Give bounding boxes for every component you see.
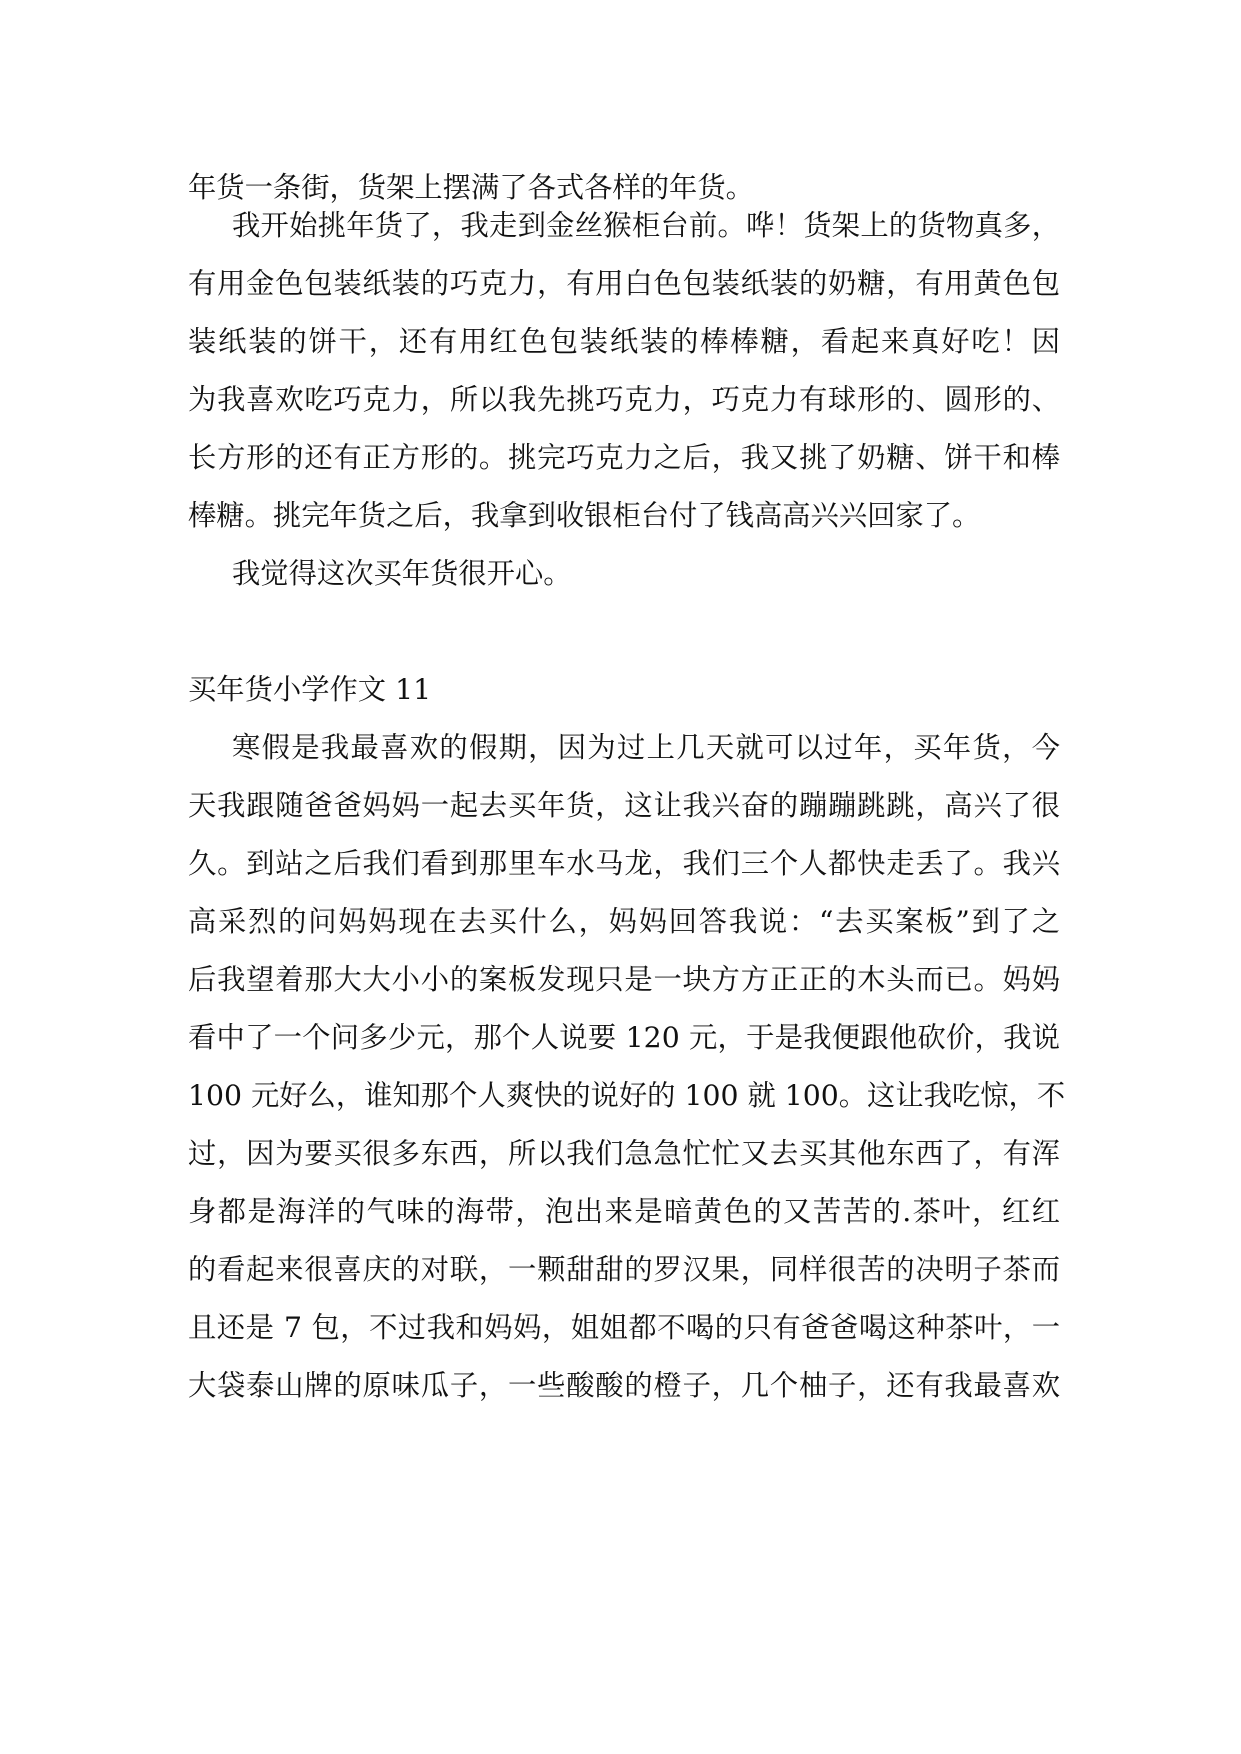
text-line: 装纸装的饼干，还有用红色包装纸装的棒棒糖，看起来真好吃！因	[188, 325, 1060, 358]
text-line: 大袋泰山牌的原味瓜子，一些酸酸的橙子，几个柚子，还有我最喜欢	[188, 1369, 1060, 1402]
section-heading: 买年货小学作文 11	[188, 673, 432, 706]
text-line: 年货一条街，货架上摆满了各式各样的年货。	[188, 171, 754, 204]
text-line: 且还是 7 包，不过我和妈妈，姐姐都不喝的只有爸爸喝这种茶叶，一	[188, 1311, 1060, 1344]
text-line: 长方形的还有正方形的。挑完巧克力之后，我又挑了奶糖、饼干和棒	[188, 441, 1060, 474]
text-line: 后我望着那大大小小的案板发现只是一块方方正正的木头而已。妈妈	[188, 963, 1060, 996]
text-line: 天我跟随爸爸妈妈一起去买年货，这让我兴奋的蹦蹦跳跳，高兴了很	[188, 789, 1060, 822]
text-line: 为我喜欢吃巧克力，所以我先挑巧克力，巧克力有球形的、圆形的、	[188, 383, 1060, 416]
text-line: 身都是海洋的气味的海带，泡出来是暗黄色的又苦苦的.茶叶，红红	[188, 1195, 1060, 1228]
text-line: 看中了一个问多少元，那个人说要 120 元，于是我便跟他砍价，我说	[188, 1021, 1060, 1054]
text-line: 棒糖。挑完年货之后，我拿到收银柜台付了钱高高兴兴回家了。	[188, 499, 981, 532]
text-line: 高采烈的问妈妈现在去买什么，妈妈回答我说：“去买案板”到了之	[188, 905, 1060, 938]
text-line: 有用金色包装纸装的巧克力，有用白色包装纸装的奶糖，有用黄色包	[188, 267, 1060, 300]
paragraph-first-line: 我觉得这次买年货很开心。	[232, 557, 572, 590]
paragraph-first-line: 我开始挑年货了，我走到金丝猴柜台前。哗！货架上的货物真多，	[232, 209, 1060, 242]
text-line: 久。到站之后我们看到那里车水马龙，我们三个人都快走丢了。我兴	[188, 847, 1060, 880]
paragraph-first-line: 寒假是我最喜欢的假期，因为过上几天就可以过年，买年货，今	[232, 731, 1060, 764]
text-line: 的看起来很喜庆的对联，一颗甜甜的罗汉果，同样很苦的决明子茶而	[188, 1253, 1060, 1286]
text-line: 100 元好么，谁知那个人爽快的说好的 100 就 100。这让我吃惊，不	[188, 1079, 1066, 1112]
text-line: 过，因为要买很多东西，所以我们急急忙忙又去买其他东西了，有浑	[188, 1137, 1060, 1170]
